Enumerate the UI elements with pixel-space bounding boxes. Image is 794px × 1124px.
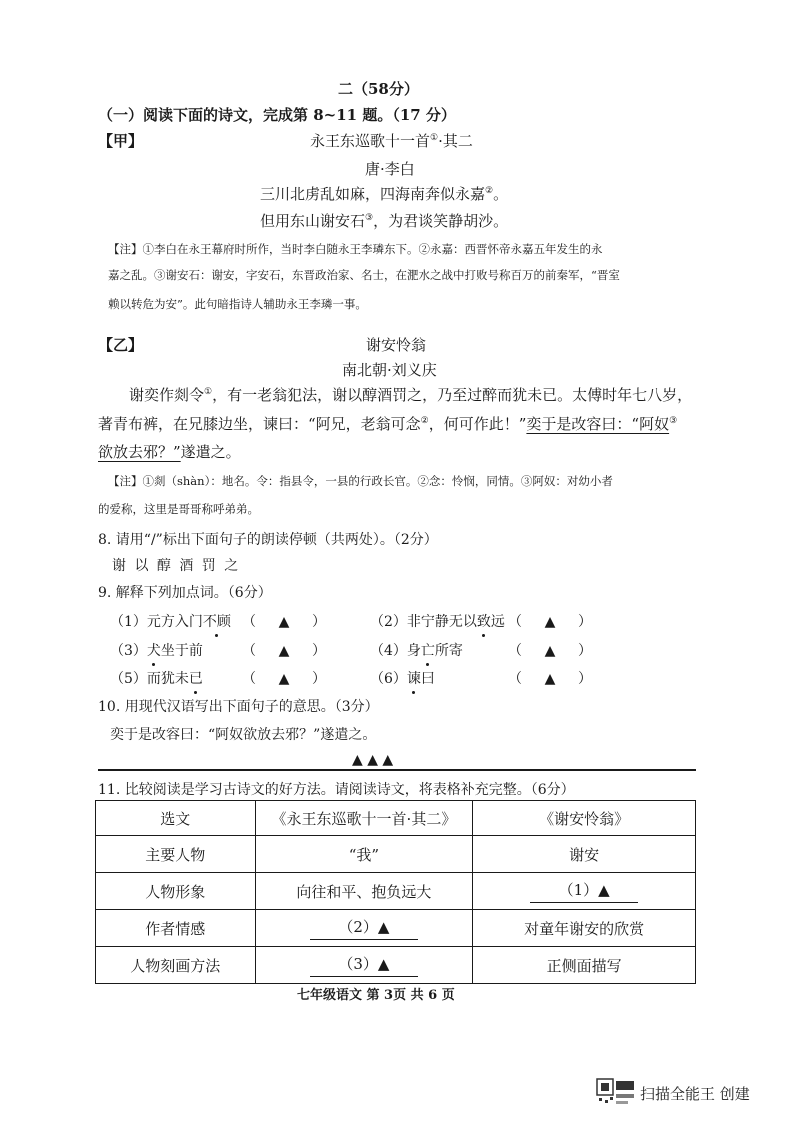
q8-sentence: 谢 以 醇 酒 罚 之	[112, 558, 241, 574]
q9-blank-4	[508, 640, 592, 660]
cell-story: 对童年谢安的欣赏	[473, 910, 696, 947]
q9-stem: 9. 解释下列加点词。（6分）	[98, 585, 272, 601]
yi-label: 【乙】	[98, 336, 144, 354]
row-label: 作者情感	[96, 910, 256, 947]
answer-triangle-icon: ▲	[278, 643, 290, 659]
q9-blank-3	[242, 640, 326, 660]
cell-poem: “我”	[255, 836, 473, 873]
answer-blank-2-text: （2）▲	[310, 916, 418, 940]
cell-poem: 向往和平、抱负远大	[255, 873, 473, 910]
q9-item-num: （3）	[110, 643, 147, 659]
section-title: 二（58分）	[338, 80, 419, 98]
q9-item-num: （5）	[110, 671, 147, 687]
table-header-cell: 选文	[96, 801, 256, 836]
cell-story: 正侧面描写	[473, 947, 696, 984]
yi-note-line2: 的爱称，这里是哥哥称呼弟弟。	[98, 502, 259, 516]
answer-triangle-icon: ▲	[278, 614, 290, 630]
answer-triangle-icon: ▲	[544, 614, 556, 630]
yi-p1a: 谢奕作剡令	[129, 386, 205, 404]
answer-blank-1[interactable]	[473, 873, 696, 910]
q9-blank-6	[508, 668, 592, 688]
watermark-text: 扫描全能王 创建	[640, 1085, 750, 1103]
q10-answer-marks: ▲ ▲ ▲	[352, 752, 394, 768]
jia-note-line1: 【注】①李白在永王幕府时所作，当时李白随永王李璘东下。②永嘉：西晋怀帝永嘉五年发生的永	[108, 242, 603, 256]
jia-line1	[260, 183, 508, 204]
yi-p2a: 著青布裤，在兄膝边坐，谏曰：“阿兄，老翁可念	[98, 415, 421, 433]
table-header-cell: 《永王东巡歌十一首·其二》	[255, 801, 473, 836]
yi-p1-sup: ①	[204, 387, 213, 397]
jia-line1-text: 三川北虏乱如麻，四海南奔似永嘉	[260, 185, 486, 203]
answer-blank-3[interactable]	[255, 947, 473, 984]
q11-stem: 11. 比较阅读是学习古诗文的好方法。请阅读诗文，将表格补充完整。（6分）	[98, 782, 575, 798]
paren-open: （	[508, 671, 522, 687]
yi-title: 谢安怜翁	[366, 336, 427, 354]
jia-title	[310, 130, 473, 151]
yi-p1b: ，有一老翁犯法，谢以醇酒罚之，乃至过醉而犹未已。太傅时年七八岁，	[212, 386, 693, 404]
row-label: 人物形象	[96, 873, 256, 910]
q9-item-dotted-word: 致	[477, 611, 491, 631]
q9-item-num: （2）	[370, 614, 407, 630]
jia-note-line3: 赖以转危为安”。此句暗指诗人辅助永王李璘一事。	[108, 297, 367, 311]
yi-para-line3	[98, 441, 241, 462]
q9-item-5	[110, 668, 203, 688]
yi-p3-rest: 遂遣之。	[180, 443, 241, 461]
table-row	[96, 836, 696, 873]
jia-line2-text: 但用东山谢安石	[260, 212, 366, 230]
answer-triangle-icon: ▲	[544, 643, 556, 659]
q9-item-post: 曰	[420, 671, 435, 687]
yi-p3-underlined: 欲放去邪？”	[98, 443, 181, 461]
yi-para-line1	[129, 384, 692, 405]
paren-close: ）	[578, 643, 592, 659]
answer-blank-2[interactable]	[255, 910, 473, 947]
q9-item-4	[370, 640, 463, 660]
paren-close: ）	[312, 643, 326, 659]
jia-line1-end: 。	[493, 185, 509, 203]
qr-logo-icon	[596, 1078, 636, 1108]
table-row	[96, 873, 696, 910]
paren-open: （	[508, 643, 522, 659]
q9-item-post: 远	[490, 614, 505, 630]
q9-item-dotted-word: 已	[189, 668, 203, 688]
answer-triangle-icon: ▲	[544, 671, 556, 687]
page-footer: 七年级语文 第 3页 共 6 页	[297, 988, 455, 1003]
paren-open: （	[242, 614, 256, 630]
q9-item-num: （1）	[110, 614, 147, 630]
q9-item-pre: 身	[406, 643, 421, 659]
paren-open: （	[242, 671, 256, 687]
jia-title-text: 永王东巡歌十一首	[310, 132, 431, 150]
table-row	[96, 947, 696, 984]
q9-item-pre: 元方入门	[146, 614, 203, 630]
paren-open: （	[242, 643, 256, 659]
part1-heading: （一）阅读下面的诗文，完成第 8~11 题。（17 分）	[98, 106, 456, 124]
table-header-cell: 《谢安怜翁》	[473, 801, 696, 836]
q9-item-post: 坐于前	[160, 643, 203, 659]
cell-story: 谢安	[473, 836, 696, 873]
q9-blank-5	[242, 668, 326, 688]
q9-item-pre: 非宁静无以	[406, 614, 477, 630]
jia-line2	[260, 210, 508, 231]
yi-para-line2	[98, 413, 677, 434]
q9-item-1	[110, 611, 231, 631]
yi-p2-sup2: ③	[669, 416, 678, 426]
paren-close: ）	[578, 614, 592, 630]
q8-stem: 8. 请用“/”标出下面句子的朗读停顿（共两处）。（2分）	[98, 532, 438, 548]
yi-note-line1: 【注】①剡（shàn）：地名。令：指县令，一县的行政长官。②念：怜悯，同情。③阿奴：对幼小者	[108, 474, 613, 488]
q9-item-2	[370, 611, 505, 631]
q9-item-dotted-word: 谏	[407, 668, 421, 688]
answer-blank-3-text: （3）▲	[310, 953, 418, 977]
table-row	[96, 910, 696, 947]
comparison-table	[95, 800, 696, 984]
answer-blank-1-text: （1）▲	[530, 879, 638, 903]
q10-stem: 10. 用现代汉语写出下面句子的意思。（3分）	[98, 699, 379, 715]
jia-note-line2: 嘉之乱。③谢安石：谢安，字安石，东晋政治家、名士，在淝水之战中打败号称百万的前秦军，“晋室	[108, 268, 620, 282]
paren-open: （	[508, 614, 522, 630]
q9-blank-1	[242, 611, 326, 631]
q9-item-dotted-word: 亡	[421, 640, 435, 660]
jia-title-sup: ①	[430, 133, 439, 143]
row-label: 主要人物	[96, 836, 256, 873]
q9-item-6	[370, 668, 435, 688]
jia-line2-sup: ③	[365, 213, 374, 223]
table-header-row	[96, 801, 696, 836]
jia-author: 唐·李白	[365, 160, 415, 178]
jia-line2-end: ，为君谈笑静胡沙。	[373, 212, 509, 230]
jia-line1-sup: ②	[485, 186, 494, 196]
q9-item-post: 所寄	[434, 643, 463, 659]
q9-item-num: （6）	[370, 671, 407, 687]
q9-item-dotted-word: 不顾	[203, 611, 231, 631]
q9-blank-2	[508, 611, 592, 631]
q10-sentence: 奕于是改容曰：“阿奴欲放去邪？”遂遣之。	[110, 727, 377, 743]
yi-p2-underlined: 奕于是改容曰：“阿奴	[526, 415, 670, 433]
yi-p2b: ，何可作此！”	[428, 415, 527, 433]
paren-close: ）	[312, 671, 326, 687]
yi-p2-sup: ②	[420, 416, 429, 426]
paren-close: ）	[578, 671, 592, 687]
q9-item-dotted-word: 犬	[147, 640, 161, 660]
jia-label: 【甲】	[98, 132, 144, 150]
q9-item-3	[110, 640, 203, 660]
q10-answer-line	[98, 769, 696, 771]
q9-item-pre: 而犹未	[146, 671, 189, 687]
answer-triangle-icon: ▲	[278, 671, 290, 687]
row-label: 人物刻画方法	[96, 947, 256, 984]
paren-close: ）	[312, 614, 326, 630]
q9-item-num: （4）	[370, 643, 407, 659]
yi-author: 南北朝·刘义庆	[342, 361, 437, 379]
jia-title-suffix: ·其二	[438, 132, 473, 150]
